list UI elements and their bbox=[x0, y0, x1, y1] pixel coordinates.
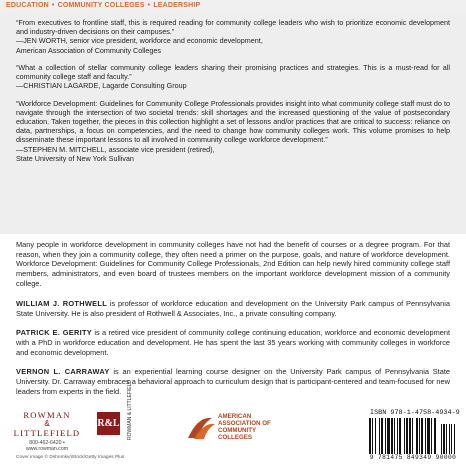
barcode-bar bbox=[391, 418, 393, 454]
barcode-bar bbox=[419, 418, 420, 454]
praise-section bbox=[0, 11, 466, 234]
barcode-bar bbox=[375, 418, 376, 454]
category-separator: • bbox=[51, 2, 55, 9]
barcode-bar bbox=[412, 418, 413, 454]
barcode-bar bbox=[381, 418, 383, 454]
barcode-bar bbox=[385, 418, 386, 454]
barcode-addon-bar bbox=[449, 424, 450, 454]
category-bar bbox=[0, 0, 466, 11]
barcode-bar bbox=[399, 418, 401, 454]
aacc-emblem-icon bbox=[188, 418, 215, 439]
publisher-mark-icon: R&L bbox=[97, 412, 120, 435]
barcode-bar bbox=[372, 418, 373, 454]
barcode-digit-string: 9 781475 849349 bbox=[369, 454, 432, 461]
book-description: Many people in workforce development in community colleges have not had the benefit of courses or a degree program. For that reason, when they join a community college, they often need a primer on the purpose, goals, and nature of workforce development. Workforce Development: Guidelines for Community College Professionals, 2nd Edition can help newly hired community college staff members, administrators, and even board of trustees members on the important workforce development mission of a community college. bbox=[16, 240, 450, 288]
quote-text: “From executives to frontline staff, this is required reading for community college leaders who wish to prioritize economic development and industry-driven decisions on their campuses.” bbox=[16, 18, 450, 37]
barcode-bar bbox=[406, 418, 408, 454]
isbn-addon: 90000 bbox=[435, 454, 457, 461]
publisher-name-line1: ROWMAN bbox=[23, 410, 71, 420]
barcode-bar bbox=[421, 418, 423, 454]
barcode-bar bbox=[394, 418, 395, 454]
aacc-name bbox=[218, 413, 278, 441]
barcode-addon-bar bbox=[443, 424, 445, 454]
author-name: VERNON L. CARRAWAY bbox=[16, 367, 110, 377]
barcode-bar bbox=[434, 418, 436, 454]
author-name: WILLIAM J. ROTHWELL bbox=[16, 299, 108, 309]
category-separator: • bbox=[147, 2, 151, 9]
barcode-block bbox=[367, 409, 459, 465]
barcode-bar bbox=[416, 418, 418, 454]
quote-text: “Workforce Development: Guidelines for Community College Professionals provides insight into what community college staff must do to navigate through the intersection of two societal trends: skill shortages and the increased questioning of the value of postsecondary education. Taken together, the pieces in this collection highlight a set of lessons and/or practices that are critical to success: reliance on data, partnerships, a focus on competencies, and the need to change how community colleges work. This volume promises to help disseminate these important lessons to all involved in community college workforce development.” bbox=[16, 98, 450, 145]
praise-quote bbox=[16, 63, 450, 91]
author-name: PATRICK E. GERITY bbox=[16, 328, 93, 338]
barcode-bar bbox=[387, 418, 390, 454]
praise-quote bbox=[16, 18, 450, 55]
quote-attribution: American Association of Community Colleges bbox=[16, 45, 162, 55]
author-bio-text: is an experiential learning course designer on the University Park campus of Pennsylvania State University. Dr. Carraway embraces a behavioral approach to curriculum design that is participant-centered and team-focused for new leaders from experts in the field. bbox=[16, 367, 450, 396]
aacc-name-line1: AMERICAN bbox=[218, 413, 252, 420]
quote-attribution: —JEN WORTH, senior vice president, workforce and economic development, bbox=[16, 36, 263, 46]
barcode-addon-bar bbox=[451, 424, 452, 454]
barcode-addon-bar bbox=[441, 424, 442, 454]
quote-text: “What a collection of stellar community college leaders sharing their promising practices and strategies. This is a must-read for all community college staff and faculty.” bbox=[16, 62, 450, 82]
isbn-label bbox=[367, 409, 459, 417]
publisher-ampersand: & bbox=[44, 419, 50, 428]
author-bio bbox=[16, 299, 450, 318]
author-bio bbox=[16, 367, 450, 396]
aacc-name-line2: ASSOCIATION OF bbox=[218, 420, 271, 427]
publisher-contact: 800-462-6420 • www.rowman.com bbox=[25, 440, 69, 452]
barcode-digits bbox=[367, 454, 459, 461]
quote-attribution: —STEPHEN M. MITCHELL, associate vice president (retired), bbox=[16, 144, 215, 154]
category-community-colleges: COMMUNITY COLLEGES bbox=[57, 2, 145, 9]
publisher-logo bbox=[12, 410, 82, 452]
praise-quote bbox=[16, 99, 450, 164]
barcode-bar bbox=[369, 418, 371, 454]
barcode-bar bbox=[397, 418, 398, 454]
cover-image-credit: Cover image © Dshnmkv/iStock/Getty Images Plus bbox=[16, 455, 125, 460]
barcode-bar bbox=[427, 418, 430, 454]
quote-attribution: State University of New York Sullivan bbox=[16, 153, 134, 163]
author-bio-text: is professor of workforce education and development on the University Park campus of Pennsylvania State University. He is also president of Rothwell & Associates, Inc., a private consulting company. bbox=[16, 299, 450, 318]
publisher-vertical-label: ROWMAN & LITTLEFIELD bbox=[127, 379, 133, 440]
aacc-name-line3: COMMUNITY bbox=[218, 427, 257, 434]
barcode-addon-bar bbox=[446, 424, 447, 454]
aacc-name-line4: COLLEGES bbox=[218, 434, 253, 441]
publisher-name-line2: LITTLEFIELD bbox=[13, 428, 81, 438]
isbn-number: ISBN 978-1-4758-4934-9 bbox=[370, 409, 460, 417]
barcode-addon-bar bbox=[454, 424, 455, 454]
barcode-bar bbox=[431, 418, 432, 454]
barcode-bar bbox=[379, 418, 380, 454]
barcode-bar bbox=[404, 418, 405, 454]
barcode-bar bbox=[425, 418, 426, 454]
description-section bbox=[16, 240, 450, 406]
barcode-bar bbox=[409, 418, 411, 454]
category-leadership: LEADERSHIP bbox=[153, 2, 201, 9]
category-education: EDUCATION bbox=[6, 2, 49, 9]
author-bio-text: is a retired vice president of community college continuing education, workforce and economic development with a PhD in workforce education and development. He has spent the last 35 years working with community colleges in workforce and economic development. bbox=[16, 328, 451, 357]
barcode-icon bbox=[367, 418, 459, 454]
quote-attribution: —CHRISTIAN LAGARDE, Lagarde Consulting Group bbox=[16, 81, 187, 91]
author-bio bbox=[16, 328, 450, 357]
